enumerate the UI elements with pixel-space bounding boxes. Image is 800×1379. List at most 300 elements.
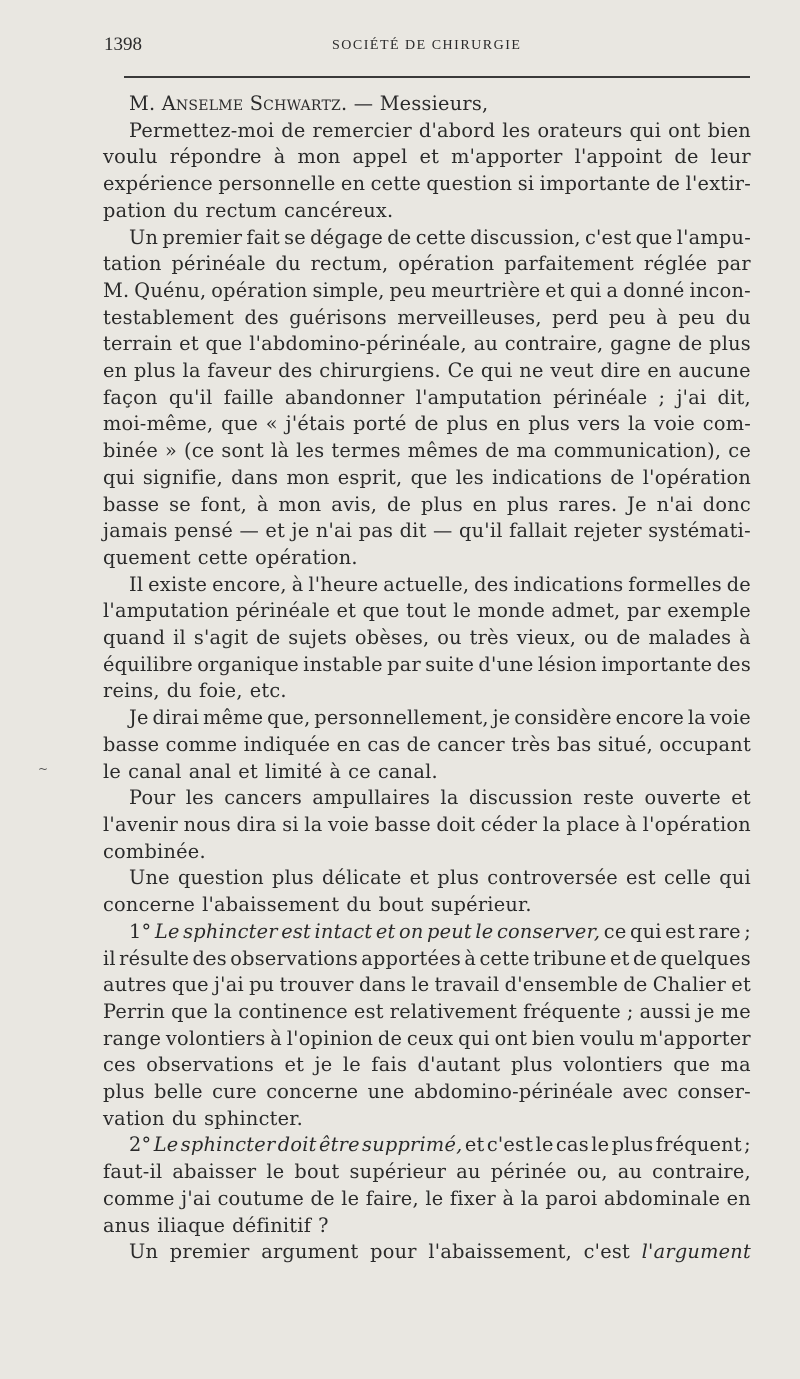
text-line bbox=[103, 1213, 751, 1240]
word: termes bbox=[331, 439, 401, 463]
word: malades bbox=[648, 626, 732, 650]
word: en bbox=[472, 492, 497, 516]
word: par bbox=[387, 652, 421, 676]
word: au bbox=[473, 332, 498, 356]
word: façon bbox=[103, 385, 158, 409]
word: le bbox=[425, 1186, 444, 1210]
word: la bbox=[687, 706, 707, 730]
word: le bbox=[266, 1160, 285, 1184]
word: observations bbox=[146, 1053, 274, 1077]
speaker-name: M. Anselme Schwartz. bbox=[129, 92, 348, 115]
word: intact bbox=[314, 919, 373, 943]
speaker-greeting: — Messieurs, bbox=[353, 92, 489, 115]
word: j'ai bbox=[213, 973, 244, 997]
text-line bbox=[103, 785, 751, 812]
word: controversée bbox=[487, 866, 618, 890]
word: si bbox=[517, 172, 535, 196]
word: ce bbox=[728, 439, 751, 463]
word: porté bbox=[353, 412, 407, 436]
word: sphincter bbox=[183, 919, 278, 943]
word: relativement bbox=[389, 999, 518, 1023]
word: ; bbox=[744, 919, 751, 943]
word: Il bbox=[129, 572, 144, 596]
word: ma bbox=[720, 1053, 751, 1077]
word: dégage bbox=[310, 225, 384, 249]
word: pour bbox=[370, 1240, 417, 1264]
word: et bbox=[238, 759, 258, 783]
word: abdominale bbox=[603, 1186, 721, 1210]
word: se bbox=[169, 492, 191, 516]
word: ces bbox=[103, 1053, 136, 1077]
word: Quénu, bbox=[134, 278, 207, 302]
word: contraire, bbox=[504, 332, 604, 356]
word: plus bbox=[103, 1080, 145, 1104]
word: peu bbox=[608, 305, 646, 329]
word: range bbox=[103, 1026, 162, 1050]
word: la bbox=[214, 999, 233, 1023]
word: instable bbox=[303, 652, 383, 676]
journal-title: SOCIÉTÉ DE CHIRURGIE bbox=[332, 38, 522, 53]
word: l'extir- bbox=[685, 172, 751, 196]
text-line bbox=[103, 598, 751, 625]
word: opération bbox=[398, 252, 495, 276]
word: existe bbox=[148, 572, 208, 596]
word: fais bbox=[371, 1053, 408, 1077]
word: j'ai bbox=[181, 1186, 212, 1210]
word: des bbox=[192, 946, 227, 970]
word: à bbox=[502, 1186, 515, 1210]
word: place bbox=[566, 812, 620, 836]
word: moi-même, bbox=[103, 412, 214, 436]
word: les bbox=[455, 465, 484, 489]
word: pation bbox=[103, 198, 167, 222]
word: testablement bbox=[103, 305, 235, 329]
word: cancéreux. bbox=[283, 198, 394, 222]
word: dira bbox=[236, 812, 277, 836]
word: ceux bbox=[406, 1026, 454, 1050]
word: considère bbox=[514, 706, 612, 730]
word: sujets bbox=[288, 626, 348, 650]
word: communication), bbox=[553, 439, 722, 463]
word: doit bbox=[277, 1133, 317, 1157]
word: rare bbox=[698, 919, 741, 943]
word: comme bbox=[165, 732, 238, 756]
word: ont bbox=[494, 1026, 528, 1050]
word: l'appoint bbox=[574, 145, 663, 169]
word: l'abaissement bbox=[202, 893, 340, 917]
text-line bbox=[103, 732, 751, 759]
word: chirurgiens. bbox=[319, 359, 441, 383]
word: et bbox=[265, 519, 286, 543]
word: premier bbox=[162, 225, 243, 249]
word: et bbox=[464, 1133, 485, 1157]
word: et bbox=[336, 599, 357, 623]
word: du bbox=[346, 893, 372, 917]
word: quelques bbox=[660, 946, 751, 970]
word: le bbox=[535, 1133, 554, 1157]
word: à bbox=[291, 572, 304, 596]
word: rectum, bbox=[310, 252, 389, 276]
word: obèses, bbox=[354, 626, 430, 650]
text-line bbox=[103, 1132, 751, 1159]
word: et bbox=[731, 786, 751, 810]
text-line bbox=[103, 331, 751, 358]
text-line bbox=[103, 892, 751, 919]
word: meurtrière bbox=[431, 278, 541, 302]
word: du bbox=[166, 679, 193, 703]
word: apportées bbox=[361, 946, 462, 970]
word: tribune bbox=[533, 946, 607, 970]
word: pensé bbox=[174, 519, 233, 543]
word: c'est bbox=[584, 225, 632, 249]
word: que bbox=[635, 225, 673, 249]
word: indiquée bbox=[243, 732, 331, 756]
word: indications bbox=[492, 465, 603, 489]
word: en bbox=[340, 172, 366, 196]
word: gagne bbox=[610, 332, 672, 356]
word: observations bbox=[230, 946, 358, 970]
word: personnellement, bbox=[314, 706, 489, 730]
word: du bbox=[725, 305, 751, 329]
text-line bbox=[103, 1106, 751, 1133]
word: l'abaissement, bbox=[428, 1240, 573, 1264]
word: aucune bbox=[678, 359, 751, 383]
word: 2° bbox=[129, 1133, 152, 1157]
word: se bbox=[284, 225, 306, 249]
word: voie bbox=[709, 706, 751, 730]
word: systémati- bbox=[648, 519, 751, 543]
word: périnéale bbox=[171, 252, 266, 276]
text-line bbox=[103, 198, 751, 225]
text-line bbox=[103, 545, 751, 572]
text-line bbox=[103, 1159, 751, 1186]
word: et bbox=[375, 919, 396, 943]
word: Permettez-moi bbox=[129, 118, 275, 142]
text-line bbox=[103, 1079, 751, 1106]
word: binée bbox=[103, 439, 158, 463]
word: la bbox=[520, 1186, 539, 1210]
word: continence bbox=[238, 999, 348, 1023]
word: de bbox=[726, 572, 751, 596]
word: résulte bbox=[119, 946, 190, 970]
word: plus bbox=[446, 412, 489, 436]
word: du bbox=[275, 252, 301, 276]
word: j'étais bbox=[285, 412, 346, 436]
word: à bbox=[256, 492, 269, 516]
word: très bbox=[511, 732, 551, 756]
word: il bbox=[173, 626, 186, 650]
word: et bbox=[284, 1053, 305, 1077]
word: les bbox=[296, 439, 325, 463]
word: argument bbox=[261, 1240, 359, 1264]
word: l'opération bbox=[642, 812, 751, 836]
word: expérience bbox=[103, 172, 213, 196]
word: que bbox=[673, 1053, 711, 1077]
word: le bbox=[342, 1053, 361, 1077]
word: plus bbox=[134, 359, 176, 383]
word: peut bbox=[427, 919, 472, 943]
word: vieux, bbox=[516, 626, 577, 650]
word: a bbox=[606, 278, 619, 302]
text-line bbox=[103, 946, 751, 973]
word: en bbox=[647, 359, 672, 383]
word: de bbox=[406, 732, 431, 756]
word: d'autant bbox=[417, 1053, 501, 1077]
word: de bbox=[623, 973, 648, 997]
word: et bbox=[731, 973, 751, 997]
word: le bbox=[341, 1186, 360, 1210]
word: fréquent bbox=[655, 1133, 742, 1157]
text-line bbox=[103, 839, 751, 866]
word: je bbox=[492, 706, 511, 730]
word: et bbox=[419, 145, 440, 169]
word: rectum bbox=[205, 198, 277, 222]
word: concerne bbox=[266, 1080, 359, 1104]
word: de bbox=[610, 465, 635, 489]
word: quement bbox=[103, 545, 191, 569]
word: bien bbox=[707, 118, 751, 142]
word: du bbox=[171, 1106, 198, 1130]
word: par bbox=[717, 252, 751, 276]
word: périnéale bbox=[235, 599, 330, 623]
word: dans bbox=[231, 465, 279, 489]
word: en bbox=[726, 1186, 751, 1210]
word: qu'il bbox=[168, 385, 213, 409]
word: Un bbox=[129, 1240, 159, 1264]
word: voie bbox=[653, 412, 696, 436]
word: que bbox=[362, 599, 400, 623]
word: me bbox=[720, 999, 751, 1023]
word: bout bbox=[378, 893, 424, 917]
word: l'opinion bbox=[286, 1026, 374, 1050]
word: question bbox=[177, 866, 264, 890]
word: anus bbox=[103, 1213, 151, 1237]
word: ou bbox=[437, 626, 462, 650]
word: Un bbox=[129, 225, 159, 249]
word: font, bbox=[200, 492, 248, 516]
word: premier bbox=[169, 1240, 250, 1264]
word: qui bbox=[103, 465, 135, 489]
text-line bbox=[103, 385, 751, 412]
word: mêmes bbox=[407, 439, 479, 463]
word: est bbox=[281, 919, 312, 943]
word: Le bbox=[153, 1133, 179, 1157]
word: plus bbox=[272, 866, 314, 890]
word: faille bbox=[223, 385, 274, 409]
word: une bbox=[367, 1080, 405, 1104]
word: et bbox=[409, 866, 430, 890]
page-number: 1398 bbox=[104, 34, 142, 55]
word: autres bbox=[103, 973, 167, 997]
word: m'apporter bbox=[639, 1026, 751, 1050]
word: l'heure bbox=[308, 572, 379, 596]
word: n'ai bbox=[315, 519, 353, 543]
word: importante bbox=[539, 172, 651, 196]
word: et bbox=[179, 332, 199, 356]
text-line bbox=[103, 1026, 751, 1053]
word: M. bbox=[103, 278, 130, 302]
text-line bbox=[103, 305, 751, 332]
word: comme bbox=[103, 1186, 175, 1210]
word: j'ai bbox=[676, 385, 707, 409]
word: de bbox=[616, 626, 641, 650]
word: jamais bbox=[103, 519, 168, 543]
word: par bbox=[626, 599, 661, 623]
word: que, bbox=[267, 706, 311, 730]
word: faut-il bbox=[103, 1160, 163, 1184]
word: plus bbox=[528, 412, 571, 436]
text-line bbox=[103, 144, 751, 171]
word: donc bbox=[702, 492, 751, 516]
word: de bbox=[678, 332, 703, 356]
word: encore bbox=[615, 706, 685, 730]
text-line bbox=[103, 972, 751, 999]
word: merveilleuses, bbox=[397, 305, 542, 329]
word: encore, bbox=[212, 572, 287, 596]
word: basse bbox=[103, 732, 160, 756]
word: de bbox=[310, 1186, 335, 1210]
text-line bbox=[103, 118, 751, 145]
word: plus bbox=[421, 492, 463, 516]
word: cas bbox=[367, 732, 401, 756]
word: — bbox=[239, 519, 259, 543]
word: s'agit bbox=[193, 626, 249, 650]
word: contraire, bbox=[652, 1160, 751, 1184]
word: question bbox=[426, 172, 513, 196]
word: trouver bbox=[279, 973, 354, 997]
word: perd bbox=[552, 305, 599, 329]
text-line bbox=[103, 518, 751, 545]
word: Une bbox=[129, 866, 170, 890]
word: le bbox=[103, 759, 122, 783]
word: plus bbox=[437, 866, 480, 890]
word: l'avenir bbox=[103, 812, 179, 836]
word: est bbox=[665, 919, 695, 943]
word: reste bbox=[583, 786, 635, 810]
word: que bbox=[221, 412, 259, 436]
word: à bbox=[270, 1026, 282, 1050]
word: volontiers bbox=[563, 1053, 663, 1077]
word: équilibre bbox=[103, 652, 193, 676]
word: cette bbox=[370, 172, 421, 196]
word: est bbox=[353, 999, 384, 1023]
word: ma bbox=[516, 439, 547, 463]
word: cette bbox=[197, 545, 249, 569]
word: fallait bbox=[509, 519, 568, 543]
word: « bbox=[265, 412, 278, 436]
word: sphincter. bbox=[204, 1106, 304, 1130]
text-line bbox=[103, 812, 751, 839]
word: ; bbox=[744, 1133, 751, 1157]
word: des bbox=[278, 359, 313, 383]
word: des bbox=[244, 305, 279, 329]
word: l'opération bbox=[642, 465, 751, 489]
word: monde bbox=[477, 599, 546, 623]
word: limité bbox=[264, 759, 323, 783]
word: peu bbox=[389, 278, 427, 302]
word: de bbox=[377, 1026, 403, 1050]
word: qui bbox=[629, 118, 662, 142]
word: dirai bbox=[152, 706, 200, 730]
word: le bbox=[591, 1133, 610, 1157]
word: du bbox=[173, 198, 199, 222]
word: peu bbox=[678, 305, 716, 329]
word: quand bbox=[103, 626, 166, 650]
word: dit, bbox=[717, 385, 751, 409]
word: Je bbox=[627, 492, 647, 516]
word: d'abord bbox=[418, 118, 496, 142]
word: ont bbox=[668, 118, 701, 142]
body-text bbox=[103, 91, 751, 1266]
word: il bbox=[103, 946, 116, 970]
word: appel bbox=[352, 145, 408, 169]
word: de bbox=[386, 492, 412, 516]
running-header bbox=[104, 34, 749, 58]
word: supérieur. bbox=[430, 893, 532, 917]
word: cas bbox=[555, 1133, 589, 1157]
word: ou bbox=[583, 626, 609, 650]
word: de bbox=[387, 225, 412, 249]
word: aussi bbox=[639, 999, 691, 1023]
word: les bbox=[185, 786, 214, 810]
word: anal bbox=[188, 759, 232, 783]
word: c'est bbox=[583, 1240, 631, 1264]
text-line bbox=[103, 171, 751, 198]
word: mon bbox=[297, 145, 341, 169]
word: opération. bbox=[255, 545, 358, 569]
word: n'ai bbox=[656, 492, 693, 516]
word: cette bbox=[415, 225, 467, 249]
word: je bbox=[314, 1053, 333, 1077]
word: en bbox=[103, 359, 128, 383]
word: rares. bbox=[558, 492, 618, 516]
word: cette bbox=[479, 946, 530, 970]
word: que bbox=[410, 465, 448, 489]
word: abdomino-périnéale bbox=[413, 1080, 614, 1104]
word: d'ensemble bbox=[504, 973, 619, 997]
word: le bbox=[453, 599, 472, 623]
word: volontiers bbox=[165, 1026, 266, 1050]
word: des bbox=[716, 652, 751, 676]
word: qui bbox=[719, 866, 751, 890]
word: doit bbox=[436, 812, 476, 836]
word: occupant bbox=[659, 732, 751, 756]
word: en bbox=[496, 412, 521, 436]
text-line bbox=[103, 438, 751, 465]
text-line bbox=[103, 678, 751, 705]
word: à bbox=[329, 759, 342, 783]
text-line bbox=[103, 572, 751, 599]
word: vation bbox=[103, 1106, 165, 1130]
word: réglée bbox=[643, 252, 708, 276]
word: Perrin bbox=[103, 999, 166, 1023]
word: à bbox=[273, 145, 286, 169]
word: cancer bbox=[437, 732, 505, 756]
word: iliaque bbox=[157, 1213, 226, 1237]
word: au bbox=[617, 1160, 643, 1184]
word: la bbox=[304, 812, 323, 836]
text-line bbox=[103, 465, 751, 492]
word: l'argument bbox=[641, 1240, 751, 1264]
word: voulu bbox=[579, 1026, 635, 1050]
word: veut bbox=[550, 359, 594, 383]
word: esprit, bbox=[337, 465, 403, 489]
word: signifie, bbox=[142, 465, 223, 489]
word: périnéale bbox=[553, 385, 648, 409]
word: personnelle bbox=[218, 172, 336, 196]
word: je bbox=[291, 519, 310, 543]
word: lésion bbox=[537, 652, 598, 676]
